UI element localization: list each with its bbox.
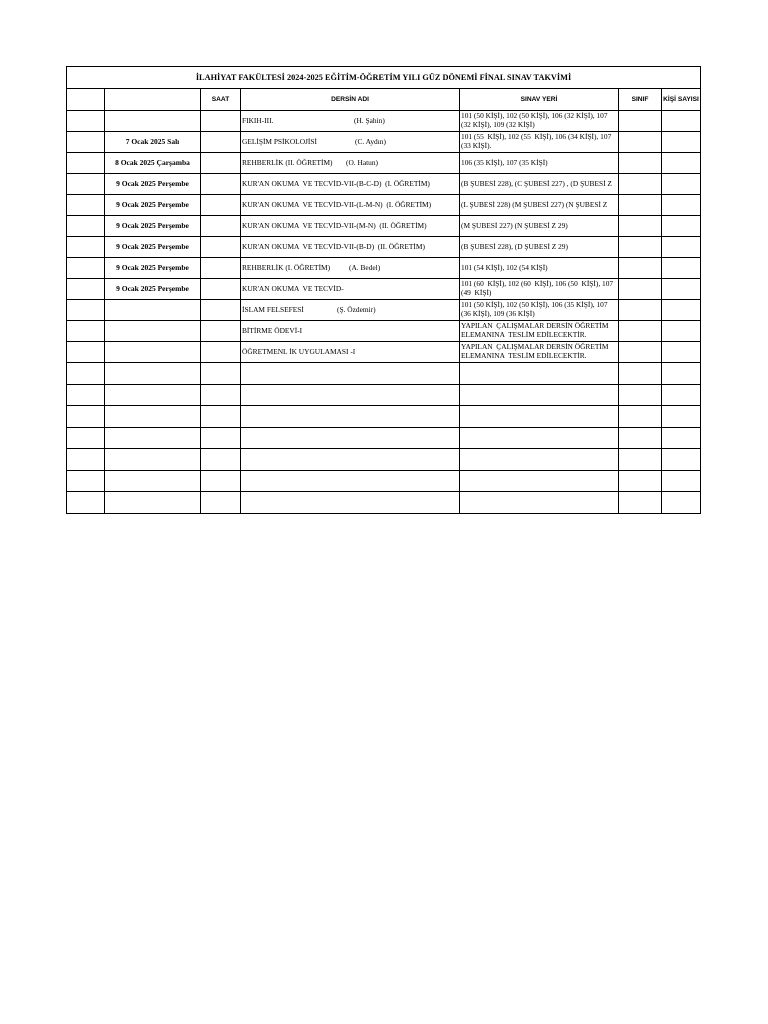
- empty-cell: [662, 384, 701, 406]
- cell-date: 9 Ocak 2025 Perşembe: [105, 174, 201, 195]
- course-name: FIKIH-III.: [242, 115, 274, 125]
- cell-time: [201, 132, 241, 153]
- empty-cell: [619, 449, 662, 471]
- empty-cell: [241, 492, 460, 514]
- cell-date: [105, 321, 201, 342]
- cell-class: [619, 321, 662, 342]
- empty-cell: [201, 449, 241, 471]
- cell-time: [201, 258, 241, 279]
- empty-cell: [619, 363, 662, 385]
- empty-cell: [460, 492, 619, 514]
- course-name: BİTİRME ÖDEVİ-I: [242, 325, 303, 335]
- cell-class: [619, 153, 662, 174]
- cell-exam-location: 101 (50 KİŞİ), 102 (50 KİŞİ), 106 (35 KİŞİ), 107 (36 KİŞİ), 109 (36 KİŞİ): [460, 300, 619, 321]
- course-name: KUR'AN OKUMA VE TECVİD-VII-(L-M-N) (I. ÖĞRETİM): [242, 199, 432, 209]
- header-sinif: SINIF: [619, 89, 662, 111]
- table-row: [67, 174, 701, 195]
- cell-time: [201, 279, 241, 300]
- cell-index: [67, 279, 105, 300]
- empty-cell: [241, 363, 460, 385]
- cell-exam-location: [460, 174, 619, 195]
- cell-count: [662, 321, 701, 342]
- table-row: [67, 132, 701, 153]
- header-blank-date: [105, 89, 201, 111]
- empty-table-row: [67, 470, 701, 492]
- empty-cell: [241, 384, 460, 406]
- table-row: [67, 258, 701, 279]
- cell-date: 9 Ocak 2025 Perşembe: [105, 258, 201, 279]
- exam-schedule-table: [66, 66, 701, 514]
- cell-class: [619, 279, 662, 300]
- cell-index: [67, 111, 105, 132]
- cell-exam-location: YAPILAN ÇALIŞMALAR DERSİN ÖĞRETİM ELEMANINA TESLİM EDİLECEKTİR.: [460, 321, 619, 342]
- cell-course: [241, 174, 460, 195]
- empty-cell: [460, 384, 619, 406]
- cell-index: [67, 237, 105, 258]
- cell-count: [662, 342, 701, 363]
- empty-cell: [619, 492, 662, 514]
- empty-cell: [201, 427, 241, 449]
- cell-count: [662, 111, 701, 132]
- cell-index: [67, 216, 105, 237]
- cell-index: [67, 174, 105, 195]
- cell-index: [67, 342, 105, 363]
- instructor-name: (O. Hatun): [346, 157, 379, 167]
- instructor-name: (C. Aydın): [355, 136, 386, 146]
- cell-count: [662, 300, 701, 321]
- course-name: İSLAM FELSEFESİ: [242, 304, 304, 314]
- cell-count: [662, 132, 701, 153]
- cell-exam-location: (M ŞUBESİ 227) (N ŞUBESİ Z 29): [460, 216, 619, 237]
- instructor-name: (H. Şahin): [354, 115, 385, 125]
- cell-course: [241, 237, 460, 258]
- cell-index: [67, 321, 105, 342]
- course-name: KUR'AN OKUMA VE TECVİD-VII-(M-N) (II. ÖĞRETİM): [242, 220, 427, 230]
- empty-cell: [67, 492, 105, 514]
- empty-cell: [241, 470, 460, 492]
- empty-cell: [662, 492, 701, 514]
- cell-class: [619, 342, 662, 363]
- course-name: ÖĞRETMENL İK UYGULAMASI -I: [242, 346, 356, 356]
- title-row: [67, 67, 701, 89]
- header-sinav-yeri: SINAV YERİ: [460, 89, 619, 111]
- cell-time: [201, 153, 241, 174]
- table-row: [67, 342, 701, 363]
- empty-cell: [662, 406, 701, 428]
- exam-location-text: (L ŞUBESİ 228) (M ŞUBESİ 227) (N ŞUBESİ Z: [461, 200, 608, 209]
- cell-index: [67, 132, 105, 153]
- empty-cell: [201, 470, 241, 492]
- cell-date: 9 Ocak 2025 Perşembe: [105, 195, 201, 216]
- empty-table-row: [67, 427, 701, 449]
- cell-exam-location: [460, 195, 619, 216]
- empty-cell: [201, 492, 241, 514]
- empty-cell: [460, 363, 619, 385]
- empty-cell: [105, 470, 201, 492]
- cell-class: [619, 132, 662, 153]
- header-kisi-sayisi: KİŞİ SAYISI: [662, 89, 701, 111]
- cell-date: [105, 111, 201, 132]
- course-name: KUR'AN OKUMA VE TECVİD-: [242, 283, 344, 293]
- header-blank-index: [67, 89, 105, 111]
- empty-cell: [619, 470, 662, 492]
- cell-class: [619, 216, 662, 237]
- cell-date: 9 Ocak 2025 Perşembe: [105, 237, 201, 258]
- table-row: [67, 153, 701, 174]
- course-name: GELİŞİM PSİKOLOJİSİ: [242, 136, 317, 146]
- cell-count: [662, 258, 701, 279]
- empty-cell: [105, 363, 201, 385]
- table-title: İLAHİYAT FAKÜLTESİ 2024-2025 EĞİTİM-ÖĞRETİM YILI GÜZ DÖNEMİ FİNAL SINAV TAKVİMİ: [67, 67, 701, 89]
- cell-time: [201, 111, 241, 132]
- empty-cell: [201, 363, 241, 385]
- cell-index: [67, 153, 105, 174]
- table-row: [67, 195, 701, 216]
- cell-count: [662, 195, 701, 216]
- cell-class: [619, 111, 662, 132]
- cell-time: [201, 321, 241, 342]
- empty-cell: [662, 363, 701, 385]
- cell-course: [241, 195, 460, 216]
- empty-cell: [460, 406, 619, 428]
- cell-time: [201, 342, 241, 363]
- cell-time: [201, 195, 241, 216]
- empty-cell: [105, 406, 201, 428]
- empty-table-row: [67, 363, 701, 385]
- cell-date: [105, 342, 201, 363]
- cell-exam-location: 101 (60 KİŞİ), 102 (60 KİŞİ), 106 (50 KİŞİ), 107 (49 KİŞİ): [460, 279, 619, 300]
- cell-time: [201, 174, 241, 195]
- empty-cell: [105, 492, 201, 514]
- empty-cell: [67, 427, 105, 449]
- table-row: [67, 300, 701, 321]
- cell-course: [241, 132, 460, 153]
- cell-exam-location: (B ŞUBESİ 228), (D ŞUBESİ Z 29): [460, 237, 619, 258]
- header-dersin-adi: DERSİN ADI: [241, 89, 460, 111]
- cell-time: [201, 216, 241, 237]
- instructor-name: (Ş. Özdemir): [337, 304, 376, 314]
- cell-index: [67, 300, 105, 321]
- empty-cell: [67, 449, 105, 471]
- empty-cell: [619, 427, 662, 449]
- cell-class: [619, 195, 662, 216]
- course-name: REHBERLİK (I. ÖĞRETİM): [242, 262, 331, 272]
- exam-location-text: (B ŞUBESİ 228), (C ŞUBESİ 227) , (D ŞUBESİ Z: [461, 179, 612, 188]
- empty-cell: [67, 363, 105, 385]
- cell-time: [201, 300, 241, 321]
- empty-cell: [619, 406, 662, 428]
- header-saat: SAAT: [201, 89, 241, 111]
- empty-cell: [67, 406, 105, 428]
- cell-course: [241, 111, 460, 132]
- cell-exam-location: 101 (50 KİŞİ), 102 (50 KİŞİ), 106 (32 KİŞİ), 107 (32 KİŞİ), 109 (32 KİŞİ): [460, 111, 619, 132]
- cell-exam-location: YAPILAN ÇALIŞMALAR DERSİN ÖĞRETİM ELEMANINA TESLİM EDİLECEKTİR.: [460, 342, 619, 363]
- cell-count: [662, 216, 701, 237]
- cell-class: [619, 174, 662, 195]
- cell-exam-location: 106 (35 KİŞİ), 107 (35 KİŞİ): [460, 153, 619, 174]
- cell-count: [662, 153, 701, 174]
- empty-cell: [460, 470, 619, 492]
- cell-date: [105, 300, 201, 321]
- cell-course: [241, 300, 460, 321]
- cell-index: [67, 258, 105, 279]
- empty-table-row: [67, 406, 701, 428]
- empty-cell: [460, 449, 619, 471]
- cell-course: [241, 153, 460, 174]
- cell-date: 9 Ocak 2025 Perşembe: [105, 216, 201, 237]
- cell-class: [619, 300, 662, 321]
- empty-cell: [241, 427, 460, 449]
- table-row: [67, 321, 701, 342]
- table-row: [67, 111, 701, 132]
- table-row: [67, 216, 701, 237]
- empty-cell: [241, 406, 460, 428]
- cell-time: [201, 237, 241, 258]
- header-row: [67, 89, 701, 111]
- empty-cell: [619, 384, 662, 406]
- cell-class: [619, 237, 662, 258]
- cell-count: [662, 174, 701, 195]
- empty-cell: [662, 427, 701, 449]
- cell-course: [241, 216, 460, 237]
- course-name: KUR'AN OKUMA VE TECVİD-VII-(B-C-D) (I. ÖĞRETİM): [242, 178, 430, 188]
- empty-cell: [201, 384, 241, 406]
- table-row: [67, 279, 701, 300]
- cell-course: [241, 258, 460, 279]
- cell-date: 8 Ocak 2025 Çarşamba: [105, 153, 201, 174]
- cell-count: [662, 279, 701, 300]
- empty-table-row: [67, 449, 701, 471]
- empty-cell: [662, 470, 701, 492]
- cell-index: [67, 195, 105, 216]
- cell-date: 9 Ocak 2025 Perşembe: [105, 279, 201, 300]
- empty-cell: [105, 384, 201, 406]
- instructor-name: (A. Bedel): [349, 262, 381, 272]
- empty-cell: [67, 384, 105, 406]
- course-name: KUR'AN OKUMA VE TECVİD-VII-(B-D) (II. ÖĞRETİM): [242, 241, 425, 251]
- cell-exam-location: 101 (54 KİŞİ), 102 (54 KİŞİ): [460, 258, 619, 279]
- course-name: REHBERLİK (II. ÖĞRETİM): [242, 157, 333, 167]
- empty-cell: [105, 427, 201, 449]
- empty-table-row: [67, 492, 701, 514]
- cell-class: [619, 258, 662, 279]
- empty-cell: [460, 427, 619, 449]
- cell-course: [241, 321, 460, 342]
- empty-cell: [201, 406, 241, 428]
- cell-count: [662, 237, 701, 258]
- table-row: [67, 237, 701, 258]
- empty-table-row: [67, 384, 701, 406]
- cell-date: 7 Ocak 2025 Salı: [105, 132, 201, 153]
- cell-course: [241, 279, 460, 300]
- empty-cell: [105, 449, 201, 471]
- empty-cell: [67, 470, 105, 492]
- empty-cell: [662, 449, 701, 471]
- cell-exam-location: 101 (55 KİŞİ), 102 (55 KİŞİ), 106 (34 KİŞİ), 107 (33 KİŞİ).: [460, 132, 619, 153]
- cell-course: [241, 342, 460, 363]
- empty-cell: [241, 449, 460, 471]
